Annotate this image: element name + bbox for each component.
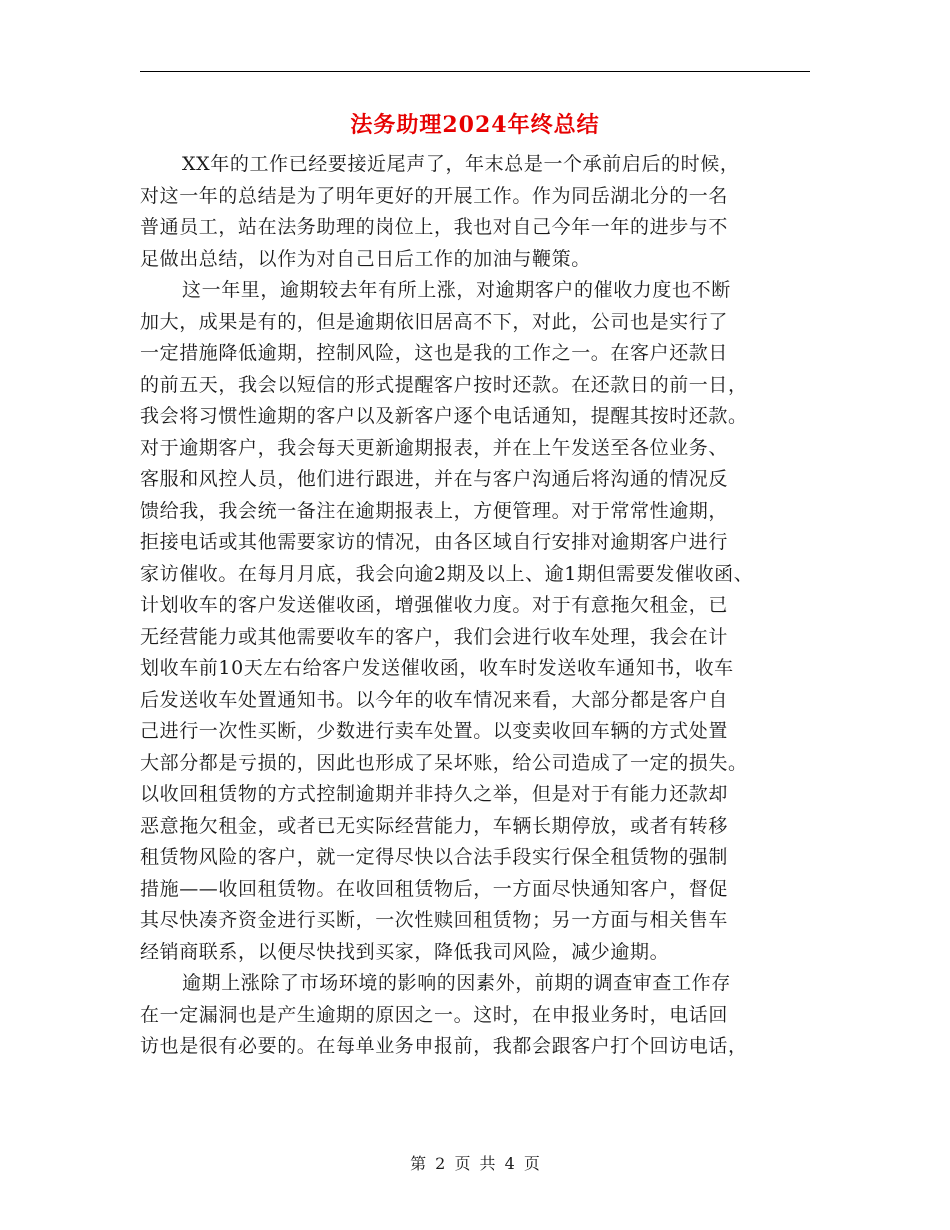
page-footer: 第 2 页 共 4 页 [410,1154,540,1173]
text-line: 馈给我，我会统一备注在逾期报表上，方便管理。对于常常性逾期， [140,499,729,522]
text-line: 恶意拖欠租金，或者已无实际经营能力，车辆长期停放，或者有转移 [140,814,729,837]
text-line: 后发送收车处置通知书。以今年的收车情况来看，大部分都是客户自 [140,688,729,711]
text-line: 逾期上涨除了市场环境的影响的因素外，前期的调查审查工作存 [182,972,731,994]
text-line: 普通员工，站在法务助理的岗位上，我也对自己今年一年的进步与不 [140,216,729,238]
text-line: 无经营能力或其他需要收车的客户，我们会进行收车处理，我会在计 [140,625,729,648]
text-line: 大部分都是亏损的，因此也形成了呆坏账，给公司造成了一定的损失。 [140,751,748,774]
text-line: 己进行一次性买断，少数进行卖车处置。以变卖收回车辆的方式处置 [140,720,729,742]
text-line: 措施——收回租赁物。在收回租赁物后，一方面尽快通知客户，督促 [140,877,729,900]
text-line: 划收车前10天左右给客户发送催收函，收车时发送收车通知书，收车 [140,657,734,679]
text-line: 访也是很有必要的。在每单业务申报前，我都会跟客户打个回访电话， [140,1035,748,1057]
text-line: 的前五天，我会以短信的形式提醒客户按时还款。在还款日的前一日， [140,373,748,396]
text-line: 加大，成果是有的，但是逾期依旧居高不下，对此，公司也是实行了 [140,310,729,333]
text-line: XX年的工作已经要接近尾声了，年末总是一个承前启后的时候， [182,153,740,175]
text-line: 租赁物风险的客户，就一定得尽快以合法手段实行保全租赁物的强制 [140,846,729,868]
text-line: 在一定漏洞也是产生逾期的原因之一。这时，在申报业务时，电话回 [140,1003,729,1026]
text-line: 计划收车的客户发送催收函，增强催收力度。对于有意拖欠租金，已 [140,594,729,616]
document-body [140,149,820,1063]
text-line: 家访催收。在每月月底，我会向逾2期及以上、逾1期但需要发催收函、 [140,562,754,585]
text-line: 对于逾期客户，我会每天更新逾期报表，并在上午发送至各位业务、 [140,436,729,459]
text-line: 以收回租赁物的方式控制逾期并非持久之举，但是对于有能力还款却 [140,783,729,805]
document-title: 法务助理2024年终总结 [350,112,600,138]
text-line: 一定措施降低逾期，控制风险，这也是我的工作之一。在客户还款日 [140,342,729,364]
text-line: 拒接电话或其他需要家访的情况，由各区域自行安排对逾期客户进行 [140,531,729,553]
text-line: 其尽快凑齐资金进行买断，一次性赎回租赁物；另一方面与相关售车 [140,909,729,931]
text-line: 这一年里，逾期较去年有所上涨，对逾期客户的催收力度也不断 [182,279,731,301]
text-line: 客服和风控人员，他们进行跟进，并在与客户沟通后将沟通的情况反 [140,468,729,490]
text-line: 对这一年的总结是为了明年更好的开展工作。作为同岳湖北分的一名 [140,184,729,207]
text-line: 经销商联系，以便尽快找到买家，降低我司风险，减少逾期。 [140,940,670,963]
header-rule [140,71,810,72]
text-line: 足做出总结，以作为对自己日后工作的加油与鞭策。 [140,247,591,270]
text-line: 我会将习惯性逾期的客户以及新客户逐个电话通知，提醒其按时还款。 [140,405,748,427]
